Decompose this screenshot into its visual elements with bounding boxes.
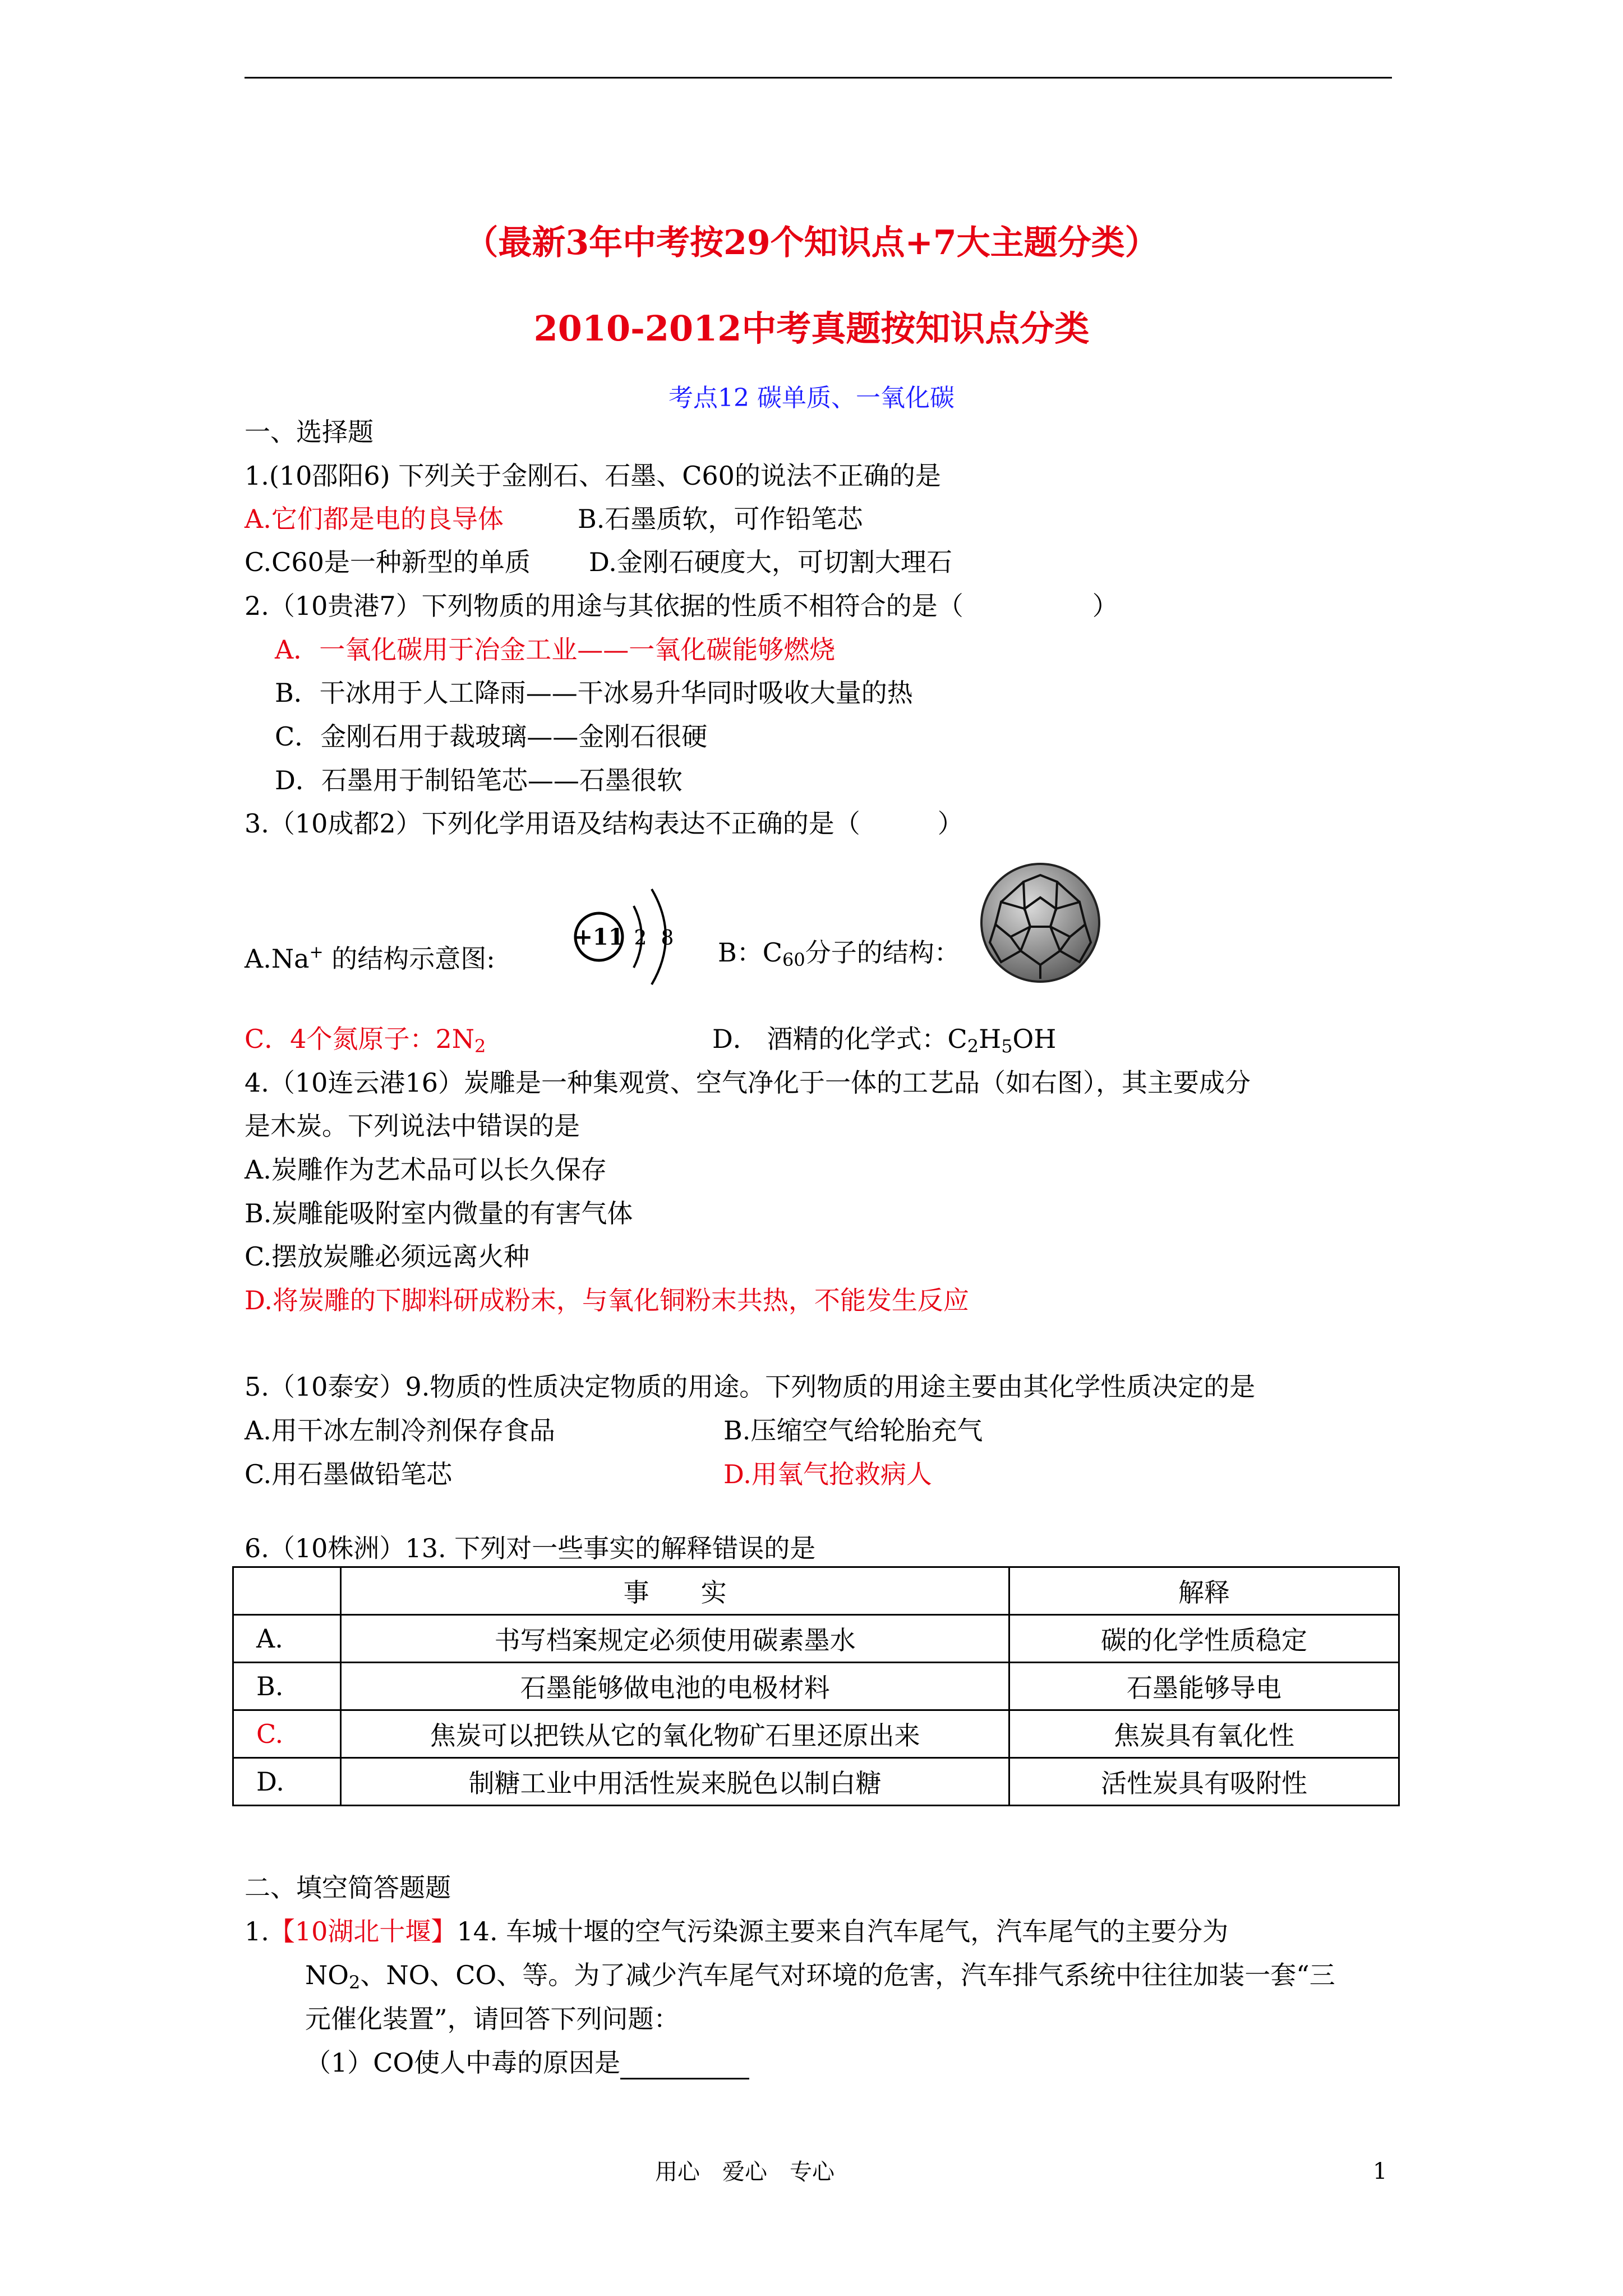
q5-stem: 5.（10泰安）9.物质的性质决定物质的用途。下列物质的用途主要由其化学性质决定的是: [245, 1372, 1256, 1402]
table-row: [233, 1615, 1399, 1663]
row-option: C.: [233, 1710, 341, 1758]
q2-option-d: D．石墨用于制铅笔芯——石墨很软: [275, 765, 683, 795]
q3-d-sub1: 2: [967, 1036, 979, 1057]
shell-1-electrons: 2: [634, 927, 647, 950]
table-row: [233, 1758, 1399, 1806]
q1-option-a: A.它们都是电的良导体: [245, 504, 504, 534]
q3-a-prefix: A.Na: [245, 944, 310, 974]
q2-option-b: B．干冰用于人工降雨——干冰易升华同时吸收大量的热: [275, 678, 913, 708]
s2-q1-line2-suffix: 、NO、CO、等。为了减少汽车尾气对环境的危害，汽车排气系统中往往加装一套“三: [360, 1960, 1335, 1990]
s2-q1-sub1: [305, 2046, 749, 2079]
row-option: B.: [233, 1663, 341, 1710]
q5-option-b: B.压缩空气给轮胎充气: [723, 1415, 983, 1446]
s2-q1-sub1-text: （1）CO使人中毒的原因是: [305, 2047, 621, 2078]
q2-stem: 2.（10贵港7）下列物质的用途与其依据的性质不相符合的是（ ）: [245, 591, 1118, 621]
q3-b-suffix: 分子的结构：: [805, 937, 960, 968]
row-fact: 制糖工业中用活性炭来脱色以制白糖: [341, 1758, 1009, 1806]
q1-option-c: C.C60是一种新型的单质: [245, 547, 531, 577]
q4-option-d: D.将炭雕的下脚料研成粉末，与氧化铜粉末共热，不能发生反应: [245, 1285, 969, 1315]
q3-a-suffix: 的结构示意图:: [323, 944, 495, 974]
s2-q1-stem: 14. 车城十堰的空气污染源主要来自汽车尾气，汽车尾气的主要分为: [457, 1916, 1229, 1947]
table-row: [233, 1710, 1399, 1758]
s2-q1-stem-line2: [305, 1958, 1335, 1999]
answer-blank[interactable]: [620, 2052, 749, 2079]
section2-heading: 二、填空简答题题: [245, 1872, 451, 1903]
table-header-explain: 解释: [1009, 1567, 1399, 1615]
q5-option-c: C.用石墨做铅笔芯: [245, 1459, 453, 1489]
row-explain: 焦炭具有氧化性: [1009, 1710, 1399, 1758]
doc-title-line2: 2010-2012中考真题按知识点分类: [533, 308, 1090, 349]
q3-d-suffix: OH: [1012, 1024, 1057, 1054]
row-option: D.: [233, 1758, 341, 1806]
header-rule: [245, 77, 1392, 79]
table-header-row: [233, 1567, 1399, 1615]
q2-option-a: A．一氧化碳用于冶金工业——一氧化碳能够燃烧: [275, 634, 836, 665]
row-explain: 活性炭具有吸附性: [1009, 1758, 1399, 1806]
q4-stem-line1: 4.（10连云港16）炭雕是一种集观赏、空气净化于一体的工艺品（如右图），其主要成分: [245, 1068, 1251, 1098]
q3-option-b: [718, 936, 960, 977]
q4-option-b: B.炭雕能吸附室内微量的有害气体: [245, 1198, 633, 1228]
q5-option-a: A.用干冰左制冷剂保存食品: [245, 1415, 555, 1446]
q6-facts-table: [232, 1566, 1400, 1806]
s2-q1-line2-prefix: NO: [305, 1960, 349, 1990]
table-header-blank: [233, 1567, 341, 1615]
row-explain: 石墨能够导电: [1009, 1663, 1399, 1710]
row-fact: 书写档案规定必须使用碳素墨水: [341, 1615, 1009, 1663]
c60-molecule-image: [976, 858, 1105, 987]
row-option: A.: [233, 1615, 341, 1663]
table-row: [233, 1663, 1399, 1710]
q3-c-sub: 2: [474, 1036, 486, 1057]
q1-stem: 1.(10邵阳6) 下列关于金刚石、石墨、C60的说法不正确的是: [245, 461, 941, 491]
q3-d-sub2: 5: [1001, 1036, 1013, 1057]
q4-stem-line2: 是木炭。下列说法中错误的是: [245, 1111, 580, 1141]
q3-d-prefix: D． 酒精的化学式：C: [712, 1024, 967, 1054]
q3-option-c: [245, 1022, 486, 1063]
doc-subtitle: 考点12 碳单质、一氧化碳: [668, 384, 955, 412]
page-number: 1: [1373, 2159, 1387, 2184]
q3-b-prefix: B：C: [718, 937, 782, 968]
nucleus-charge: +11: [574, 924, 624, 950]
s2-q1-num: 1.: [245, 1916, 269, 1947]
q1-option-b: B.石墨质软，可作铅笔芯: [578, 504, 863, 534]
q6-stem: 6.（10株洲）13. 下列对一些事实的解释错误的是: [245, 1533, 816, 1563]
table-header-fact: 事 实: [341, 1567, 1009, 1615]
s2-q1-stem-line3: 元催化装置”，请回答下列问题：: [305, 2004, 680, 2034]
s2-q1-stem-line1: [245, 1915, 1228, 1948]
q4-option-c: C.摆放炭雕必须远离火种: [245, 1241, 530, 1272]
s2-q1-source: 【10湖北十堰】: [269, 1916, 457, 1947]
row-explain: 碳的化学性质稳定: [1009, 1615, 1399, 1663]
row-fact: 焦炭可以把铁从它的氧化物矿石里还原出来: [341, 1710, 1009, 1758]
q3-c-prefix: C．4个氮原子：2N: [245, 1024, 474, 1054]
s2-q1-line2-sub: 2: [348, 1972, 361, 1993]
q3-option-a: [245, 936, 495, 976]
q3-b-sub: 60: [782, 949, 805, 970]
q3-option-d: [712, 1022, 1056, 1063]
sodium-ion-structure-diagram: [555, 875, 701, 999]
q5-option-d: D.用氧气抢救病人: [723, 1459, 932, 1489]
shell-2-electrons: 8: [661, 927, 674, 950]
q4-option-a: A.炭雕作为艺术品可以长久保存: [245, 1154, 607, 1185]
section1-heading: 一、选择题: [245, 417, 374, 447]
q1-option-d: D.金刚石硬度大，可切割大理石: [589, 547, 952, 577]
q3-d-mid: H: [979, 1024, 1002, 1054]
doc-title-line1: （最新3年中考按29个知识点+7大主题分类）: [464, 223, 1159, 263]
row-fact: 石墨能够做电池的电极材料: [341, 1663, 1009, 1710]
footer-text: 用心 爱心 专心: [655, 2159, 834, 2185]
q3-stem: 3.（10成都2）下列化学用语及结构表达不正确的是（ ）: [245, 808, 963, 839]
q2-option-c: C．金刚石用于裁玻璃——金刚石很硬: [275, 721, 708, 752]
q3-a-sup: +: [309, 942, 324, 962]
